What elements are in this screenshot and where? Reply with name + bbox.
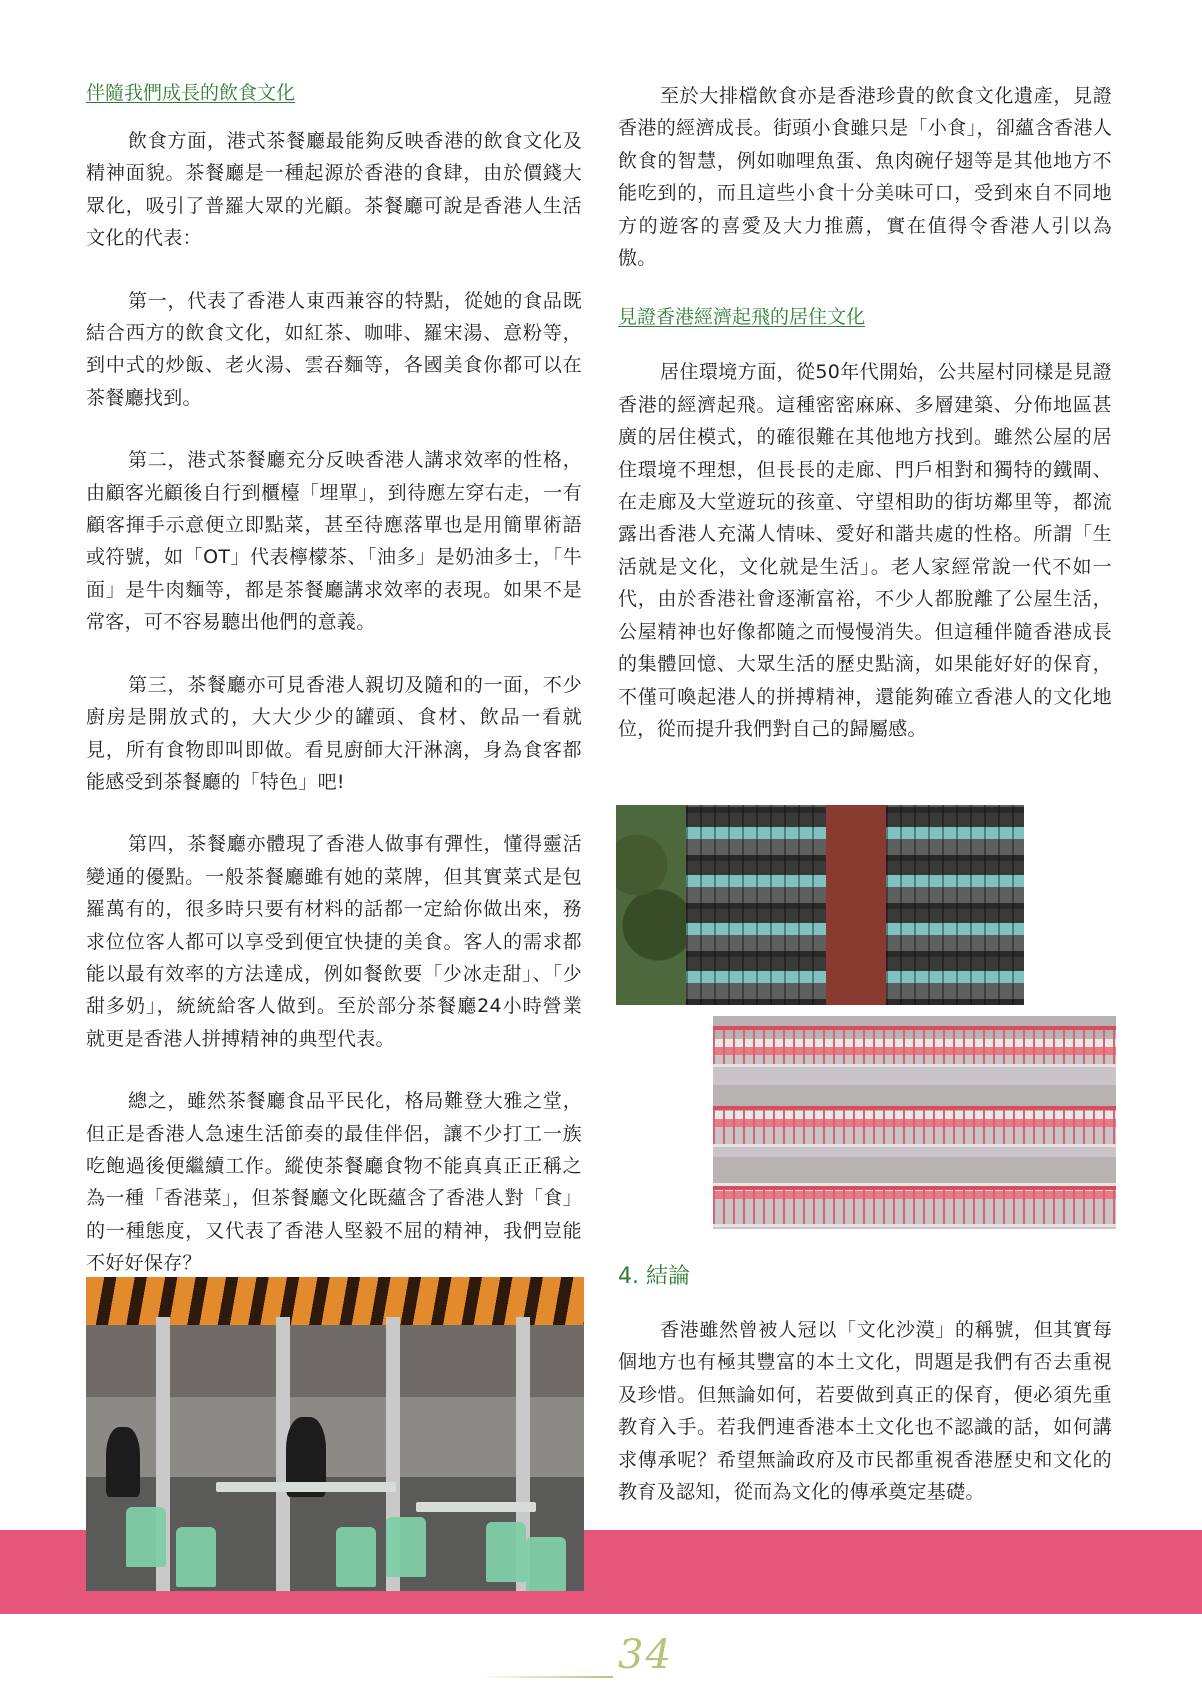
paragraph: 至於大排檔飲食亦是香港珍貴的飲食文化遺產，見證香港的經濟成長。街頭小食雖只是「小食」，卻蘊含香港人飲食的智慧，例如咖哩魚蛋、魚肉碗仔翅等是其他地方不能吃到的，而且這些小食十分美味可口，受到來自不同地方的遊客的喜愛及大力推薦，實在值得令香港人引以為傲。 <box>618 85 1112 270</box>
conclusion-title: 4. 結論 <box>618 1264 690 1289</box>
conclusion-block <box>618 1262 1112 1508</box>
public-housing-photo-2 <box>713 1016 1116 1229</box>
paragraph: 飲食方面，港式茶餐廳最能夠反映香港的飲食文化及精神面貌。茶餐廳是一種起源於香港的食肆，由於價錢大眾化，吸引了普羅大眾的光顧。茶餐廳可說是香港人生活文化的代表： <box>86 130 582 250</box>
public-housing-photo-1 <box>616 805 1024 1005</box>
cha-chaan-teng-photo <box>86 1277 584 1591</box>
paragraph: 居住環境方面，從50年代開始，公共屋村同樣是見證香港的經濟起飛。這種密密麻麻、多層建築、分佈地區甚廣的居住模式，的確很難在其他地方找到。雖然公屋的居住環境不理想，但長長的走廊、門戶相對和獨特的鐵閘、在走廊及大堂遊玩的孩童、守望相助的街坊鄰里等，都流露出香港人充滿人情味、愛好和諧共處的性格。所謂「生活就是文化，文化就是生活」。老人家經常說一代不如一代，由於香港社會逐漸富裕，不少人都脫離了公屋生活，公屋精神也好像都隨之而慢慢消失。但這種伴隨香港成長的集體回憶、大眾生活的歷史點滴，如果能好好的保育，不僅可喚起港人的拼搏精神，還能夠確立香港人的文化地位，從而提升我們對自己的歸屬感。 <box>618 361 1112 740</box>
paragraph: 第四，茶餐廳亦體現了香港人做事有彈性，懂得靈活變通的優點。一般茶餐廳雖有她的菜牌，但其實菜式是包羅萬有的，很多時只要有材料的話都一定給你做出來，務求位位客人都可以享受到便宜快捷的美食。客人的需求都能以最有效率的方法達成，例如餐飲要「少冰走甜」、「少甜多奶」，統統給客人做到。至於部分茶餐廳24小時營業就更是香港人拼搏精神的典型代表。 <box>86 833 582 1050</box>
left-column <box>86 80 582 1280</box>
paragraph: 第三，茶餐廳亦可見香港人親切及隨和的一面，不少廚房是開放式的，大大少少的罐頭、食材、飲品一看就見，所有食物即叫即做。看見廚師大汗淋漓，身為食客都能感受到茶餐廳的「特色」吧! <box>86 673 582 793</box>
section-heading-housing: 見證香港經濟起飛的居住文化 <box>618 306 866 329</box>
page-number-rule <box>478 1676 613 1678</box>
right-column <box>618 80 1112 745</box>
paragraph: 第二，港式茶餐廳充分反映香港人講求效率的性格，由顧客光顧後自行到櫃檯「埋單」，到待應左穿右走，一有顧客揮手示意便立即點菜，甚至待應落單也是用簡單術語或符號，如「OT」代表檸檬茶、「油多」是奶油多士，「牛面」是牛肉麵等，都是茶餐廳講求效率的表現。如果不是常客，可不容易聽出他們的意義。 <box>86 449 582 634</box>
section-heading-dining: 伴隨我們成長的飲食文化 <box>86 82 296 104</box>
paragraph: 總之，雖然茶餐廳食品平民化，格局難登大雅之堂，但正是香港人急速生活節奏的最佳伴侶，讓不少打工一族吃飽過後便繼續工作。縱使茶餐廳食物不能真真正正稱之為一種「香港菜」，但茶餐廳文化既蘊含了香港人對「食」的一種態度，又代表了香港人堅毅不屈的精神，我們豈能不好好保存？ <box>86 1090 582 1275</box>
page-number: 34 <box>618 1632 673 1678</box>
paragraph: 第一，代表了香港人東西兼容的特點，從她的食品既結合西方的飲食文化，如紅茶、咖啡、羅宋湯、意粉等，到中式的炒飯、老火湯、雲吞麵等，各國美食你都可以在茶餐廳找到。 <box>86 289 582 409</box>
paragraph: 香港雖然曾被人冠以「文化沙漠」的稱號，但其實每個地方也有極其豐富的本土文化，問題是我們有否去重視及珍惜。但無論如何，若要做到真正的保育，便必須先重教育入手。若我們連香港本土文化也不認識的話，如何講求傳承呢？希望無論政府及市民都重視香港歷史和文化的教育及認知，從而為文化的傳承奠定基礎。 <box>618 1319 1112 1504</box>
